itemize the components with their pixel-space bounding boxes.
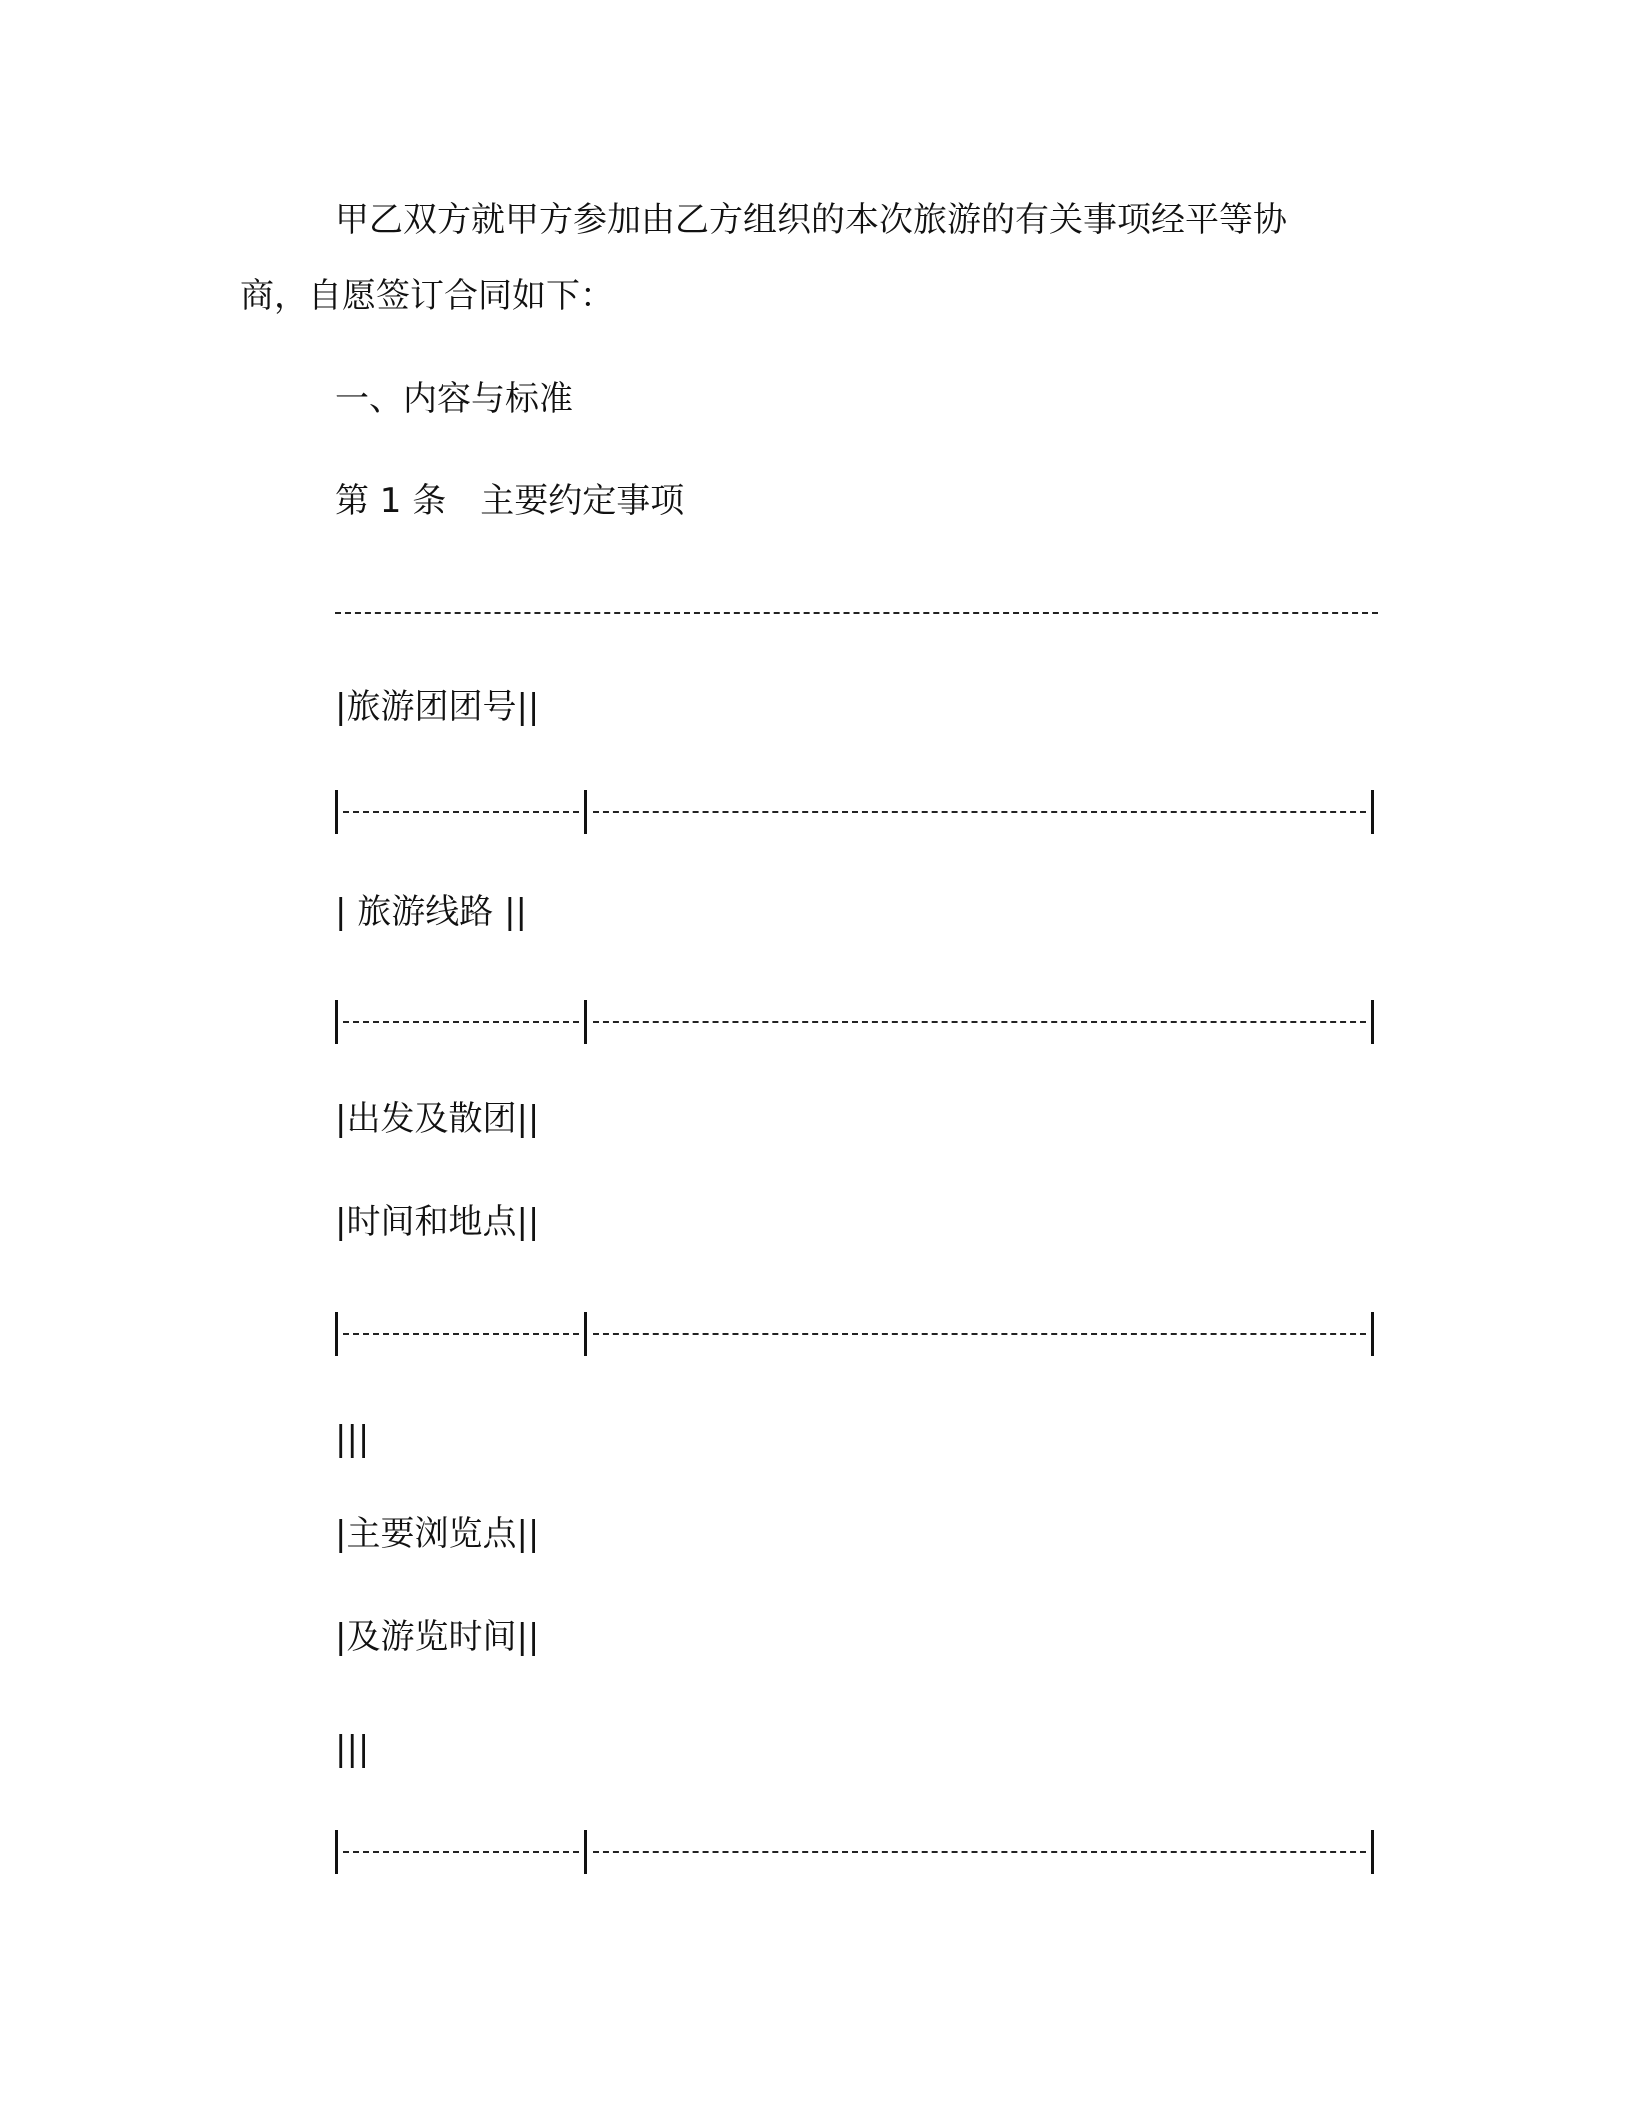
row-tour-route: | 旅游线路 || — [335, 892, 527, 932]
table-top-border — [335, 612, 1378, 614]
intro-paragraph-line-1: 甲乙双方就甲方参加由乙方组织的本次旅游的有关事项经平等协 — [335, 200, 1287, 240]
intro-paragraph-line-2: 商，自愿签订合同如下： — [240, 276, 614, 316]
row-empty-2: ||| — [335, 1729, 370, 1769]
row-empty-1: ||| — [335, 1419, 370, 1459]
row-tour-group-number: |旅游团团号|| — [335, 687, 540, 727]
section-heading: 一、内容与标准 — [335, 379, 573, 419]
table-row-separator — [335, 1312, 1375, 1356]
table-row-separator — [335, 1000, 1375, 1044]
row-main-sights-line-2: |及游览时间|| — [335, 1617, 540, 1657]
table-row-separator — [335, 1830, 1375, 1874]
row-main-sights-line-1: |主要浏览点|| — [335, 1514, 540, 1554]
row-departure-disband-line-2: |时间和地点|| — [335, 1202, 540, 1242]
row-departure-disband-line-1: |出发及散团|| — [335, 1099, 540, 1139]
article-heading: 第 1 条 主要约定事项 — [335, 481, 685, 521]
table-row-separator — [335, 790, 1375, 834]
